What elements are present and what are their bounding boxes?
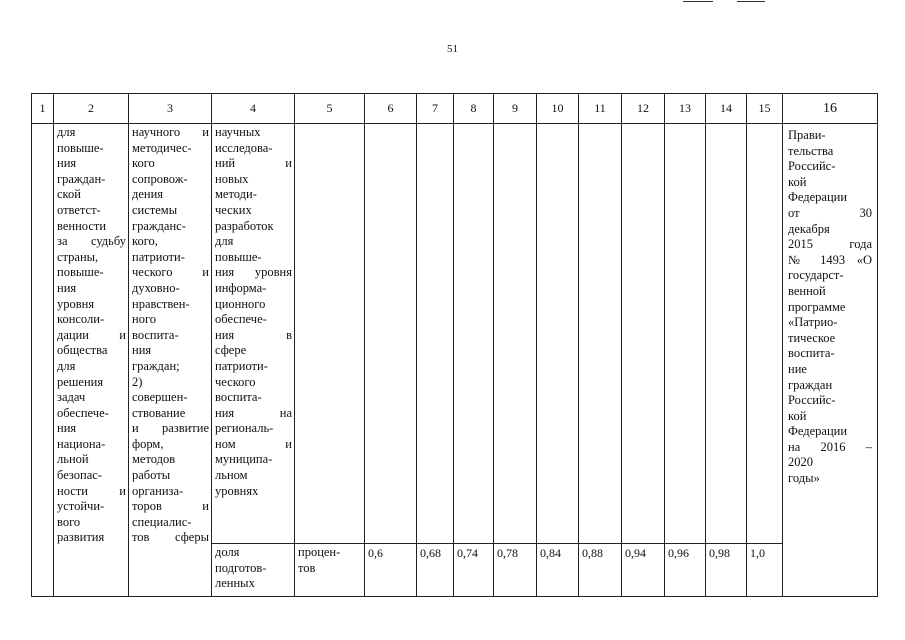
value-cell-empty — [747, 124, 783, 544]
program-table — [31, 93, 878, 597]
page-number: 51 — [447, 43, 458, 55]
header-cell-15: 15 — [747, 94, 783, 124]
header-cell-11: 11 — [579, 94, 622, 124]
value-cell-empty — [665, 124, 706, 544]
value-cell-empty — [365, 124, 417, 544]
header-row — [32, 94, 878, 124]
top-mark — [737, 1, 765, 2]
header-cell-12: 12 — [622, 94, 665, 124]
value-cell — [579, 544, 622, 597]
header-cell-1: 1 — [32, 94, 54, 124]
unit-cell — [295, 544, 365, 597]
header-cell-4: 4 — [212, 94, 295, 124]
value-cell — [537, 544, 579, 597]
value-cell-empty — [622, 124, 665, 544]
row-number-cell — [32, 124, 54, 597]
value-text: 0,98 — [709, 546, 730, 560]
value-text: 0,84 — [540, 546, 561, 560]
table-row — [32, 124, 878, 544]
header-cell-10: 10 — [537, 94, 579, 124]
value-cell-empty — [454, 124, 494, 544]
unit-text: процен- тов — [298, 545, 341, 575]
header-cell-14: 14 — [706, 94, 747, 124]
value-text: 0,78 — [497, 546, 518, 560]
indicator-text: научных исследова- ний и новых методи- ческих разработок для повыше- ния уровня информа- ционного обеспече- ния в сфере патриоти- ческого воспита- ния на региональ- ном и муниципа- льном уровнях — [215, 125, 292, 498]
header-cell-2: 2 — [54, 94, 129, 124]
value-cell — [417, 544, 454, 597]
value-cell — [665, 544, 706, 597]
value-cell — [454, 544, 494, 597]
value-cell — [365, 544, 417, 597]
value-cell-empty — [537, 124, 579, 544]
indicator-cell — [212, 544, 295, 597]
value-text: 0,6 — [368, 546, 383, 560]
header-cell-3: 3 — [129, 94, 212, 124]
header-cell-7: 7 — [417, 94, 454, 124]
task-text: научного и методичес- кого сопровож- дения системы граждaнс- кого, патриоти- ческого и духовно- нравствен- ного воспита- ния граждан; 2) совершен- ствование и развитие форм, методов работы организа- торов и специалис- тов сферы — [132, 125, 209, 545]
value-cell — [494, 544, 537, 597]
value-cell-empty — [706, 124, 747, 544]
value-cell — [706, 544, 747, 597]
header-cell-6: 6 — [365, 94, 417, 124]
value-cell — [747, 544, 783, 597]
value-text: 1,0 — [750, 546, 765, 560]
value-cell-empty — [579, 124, 622, 544]
source-text: Прави- тельства Российс- кой Федерации от 30 декабря 2015 года № 1493 «О государст- венной программе «Патрио- тическое воспита- ние граждан Российс- кой Федерации на 2016 – 2020 годы» — [788, 128, 872, 486]
value-cell-empty — [494, 124, 537, 544]
unit-cell-empty — [295, 124, 365, 544]
header-cell-5: 5 — [295, 94, 365, 124]
goal-text: для повыше- ния граждан- ской ответст- венности за судьбу страны, повыше- ния уровня консоли- дации и общества для решения задач обеспече- ния национа- льной безопас- ности и устойчи- вого развития — [57, 125, 126, 545]
goal-cell — [54, 124, 129, 597]
value-cell — [622, 544, 665, 597]
value-text: 0,68 — [420, 546, 441, 560]
top-mark — [683, 1, 713, 2]
value-cell-empty — [417, 124, 454, 544]
indicator-cell — [212, 124, 295, 544]
header-cell-8: 8 — [454, 94, 494, 124]
source-cell — [783, 124, 878, 597]
header-cell-16: 16 — [783, 94, 878, 124]
value-text: 0,96 — [668, 546, 689, 560]
header-cell-9: 9 — [494, 94, 537, 124]
header-cell-13: 13 — [665, 94, 706, 124]
value-text: 0,94 — [625, 546, 646, 560]
task-cell — [129, 124, 212, 597]
value-text: 0,88 — [582, 546, 603, 560]
indicator-text: доля подготов- ленных — [215, 545, 267, 591]
top-edge-marks — [675, 0, 775, 4]
value-text: 0,74 — [457, 546, 478, 560]
